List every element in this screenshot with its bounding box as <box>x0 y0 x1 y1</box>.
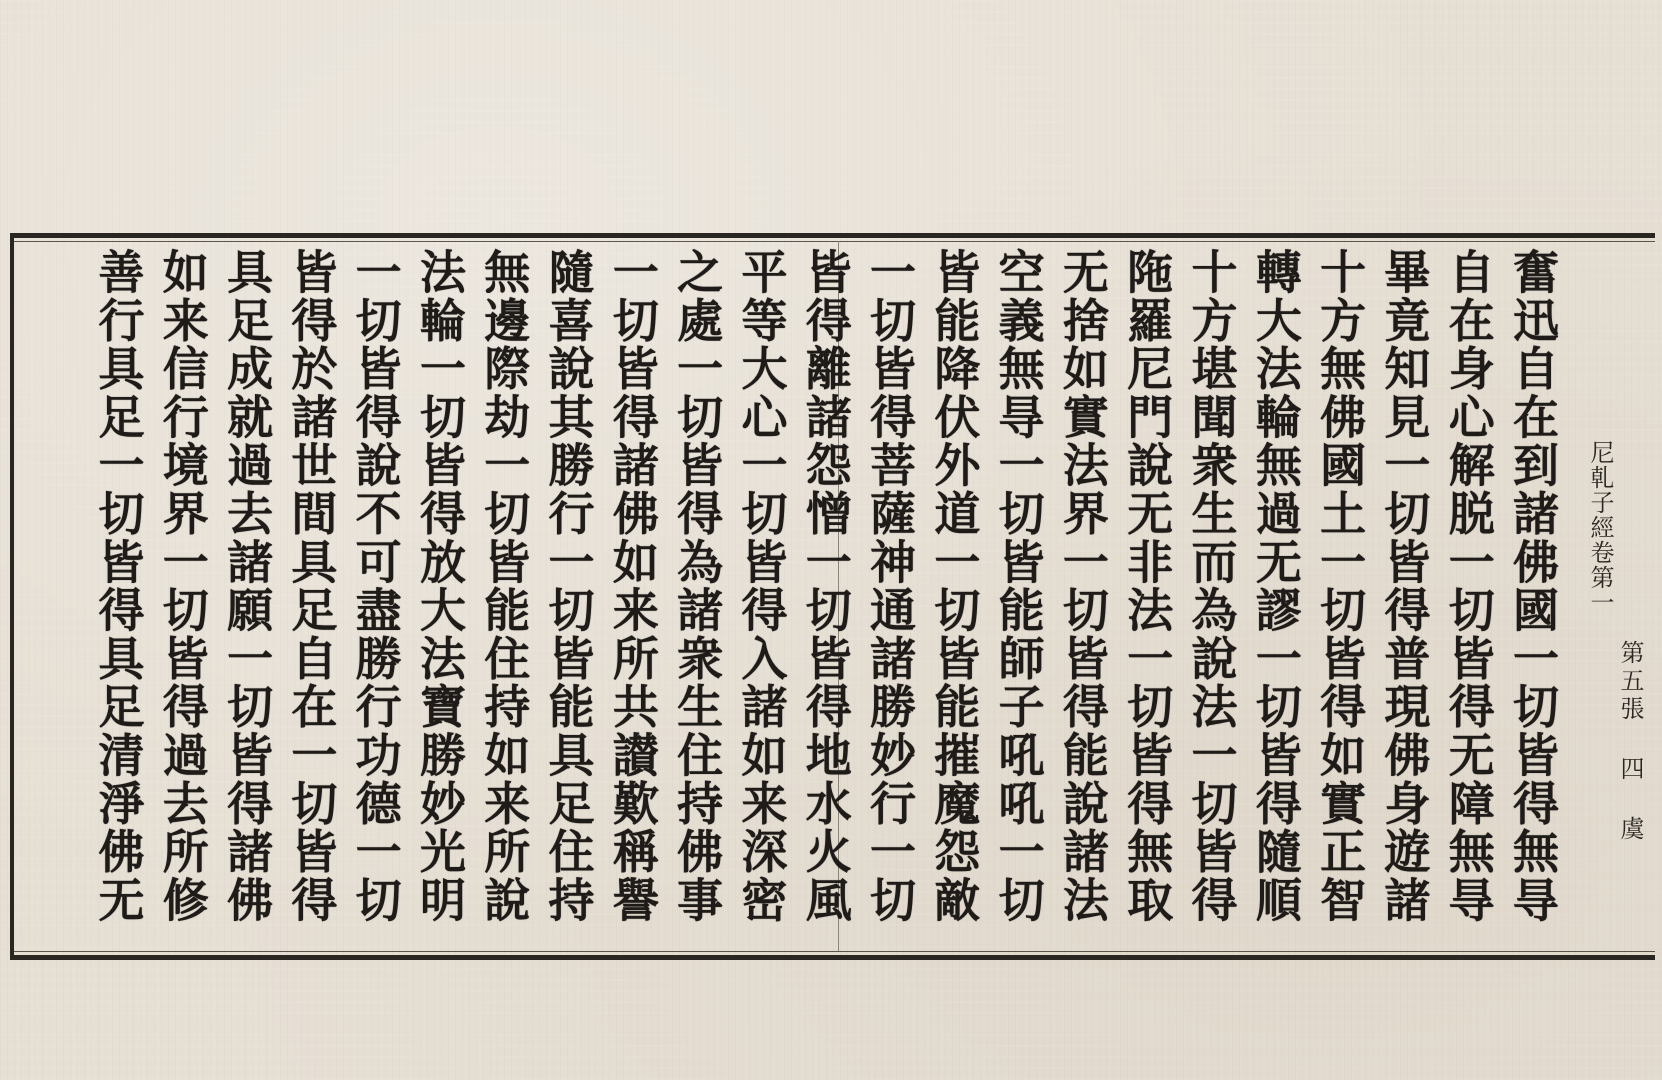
text-column-7: 陁羅尼門說无非法一切皆得無取 <box>1120 248 1175 925</box>
frame-bottom-rule <box>10 955 1655 960</box>
margin-page-number: 第五張 四 虞 <box>1616 640 1644 844</box>
text-column-22: 如来信行境界一切皆得過去所修 <box>155 248 210 925</box>
text-column-18: 法輪一切皆得放大法寶勝妙光明 <box>412 248 467 925</box>
text-column-14: 之處一切皆得為諸衆生住持佛事 <box>670 248 725 925</box>
text-column-11: 一切皆得菩薩神通諸勝妙行一切 <box>863 248 918 925</box>
text-column-21: 具足成就過去諸願一切皆得諸佛 <box>220 248 275 925</box>
text-column-19: 一切皆得說不可盡勝行功德一切 <box>348 248 403 925</box>
text-column-8: 无捨如實法界一切皆得能說諸法 <box>1055 248 1110 925</box>
text-column-10: 皆能降伏外道一切皆能摧魔怨敵 <box>927 248 982 925</box>
text-column-16: 隨喜說其勝行一切皆能具足住持 <box>541 248 596 925</box>
frame-bottom-inner-rule <box>10 951 1655 952</box>
text-columns <box>20 248 1565 948</box>
margin-title-note: 尼乹子經卷第一 <box>1586 440 1614 615</box>
text-column-2: 自在身心解脱一切皆得无障無㝵 <box>1441 248 1496 925</box>
text-column-6: 十方堪聞衆生而為說法一切皆得 <box>1184 248 1239 925</box>
text-column-13: 平等大心一切皆得入諸如来深密 <box>734 248 789 925</box>
text-column-5: 轉大法輪無過无謬一切皆得隨順 <box>1248 248 1303 925</box>
text-column-15: 一切皆得諸佛如来所共讃歎稱譽 <box>605 248 660 925</box>
text-column-4: 十方無佛國土一切皆得如實正智 <box>1313 248 1368 925</box>
text-column-23: 善行具足一切皆得具足清淨佛无 <box>91 248 146 925</box>
text-column-12: 皆得離諸怨憎一切皆得地水火風 <box>798 248 853 925</box>
text-column-17: 無邊際劫一切皆能住持如来所說 <box>477 248 532 925</box>
text-column-1: 奮迅自在到諸佛國一切皆得無㝵 <box>1506 248 1560 925</box>
text-column-3: 畢竟知見一切皆得普現佛身遊諸 <box>1377 248 1432 925</box>
frame-left-rule <box>10 233 14 960</box>
text-column-20: 皆得於諸世間具足自在一切皆得 <box>284 248 339 925</box>
text-column-9: 空義無㝵一切皆能師子吼吼一切 <box>991 248 1046 925</box>
frame-top-inner-rule <box>10 241 1655 242</box>
frame-top-rule <box>10 233 1655 238</box>
